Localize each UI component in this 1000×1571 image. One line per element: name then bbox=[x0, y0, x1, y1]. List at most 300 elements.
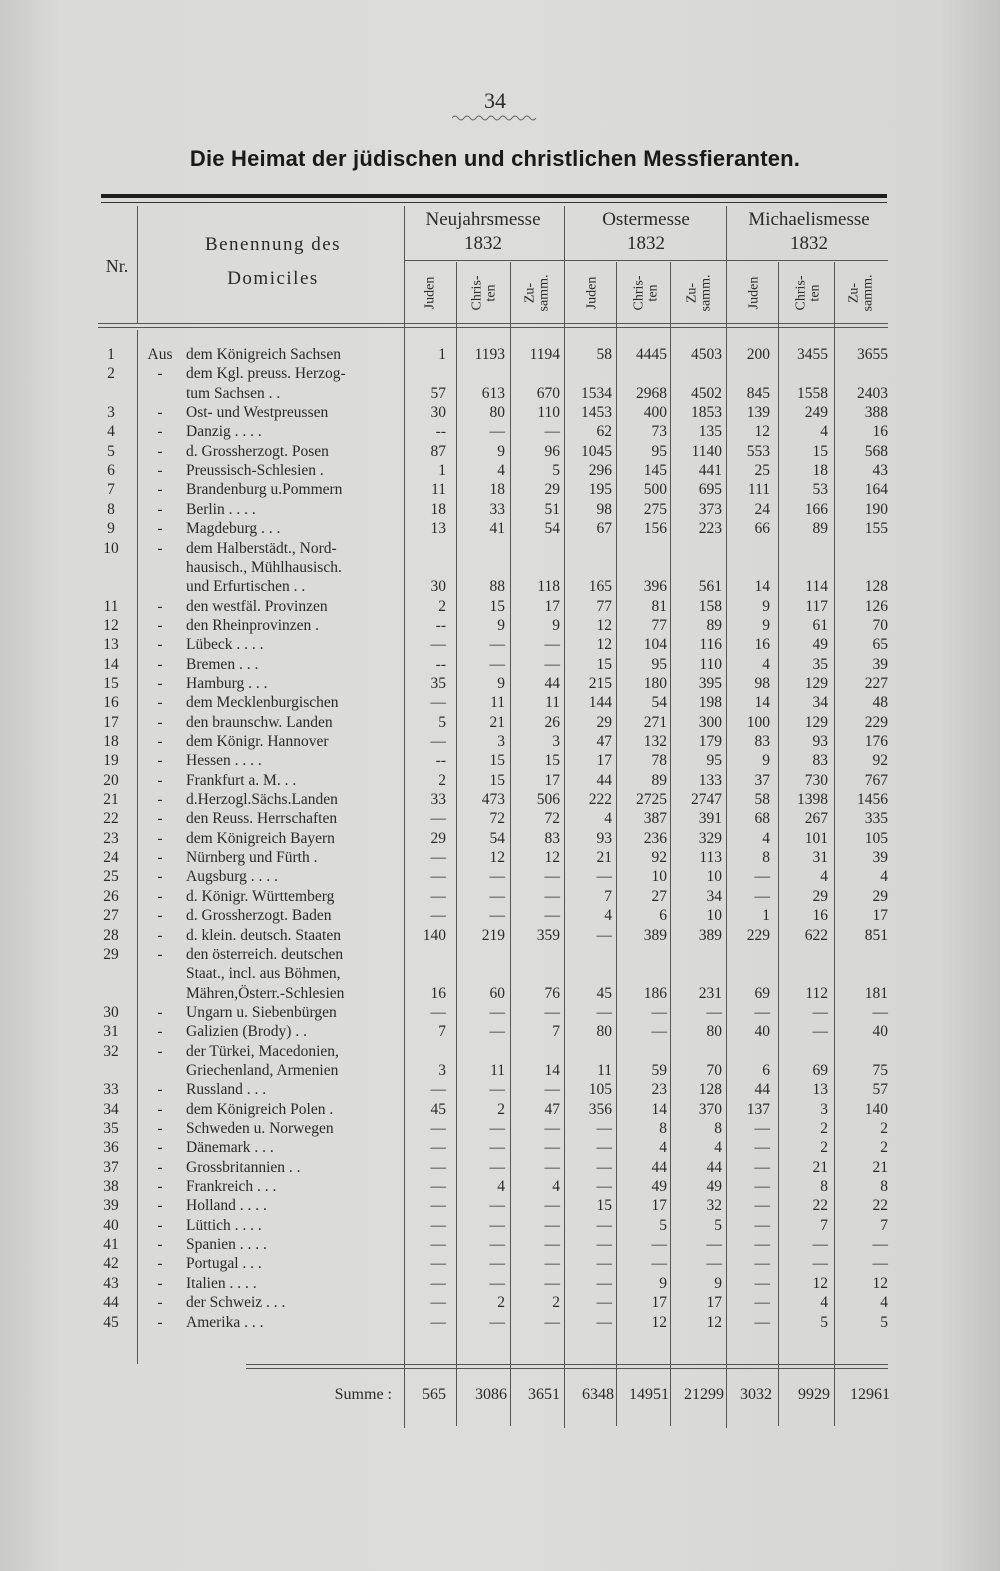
row-value: 2 bbox=[552, 1294, 560, 1312]
row-value: 80 bbox=[596, 1023, 612, 1041]
row-value: — bbox=[651, 1236, 667, 1254]
row-value: 2 bbox=[820, 1120, 828, 1137]
row-prefix: - bbox=[157, 404, 163, 422]
row-value: 44 bbox=[706, 1158, 722, 1176]
row-value: 388 bbox=[864, 404, 888, 422]
row-value: 4 bbox=[497, 1178, 505, 1196]
row-number: 26 bbox=[103, 887, 119, 905]
decorative-squiggle bbox=[452, 114, 538, 122]
row-prefix: - bbox=[157, 887, 163, 905]
row-value: 66 bbox=[754, 520, 770, 538]
row-domicile: Lüttich . . . . bbox=[186, 1216, 262, 1234]
row-value: — bbox=[489, 423, 505, 441]
row-value: 4503 bbox=[691, 346, 722, 363]
row-value: — bbox=[596, 1178, 612, 1196]
row-number: 28 bbox=[103, 926, 119, 944]
row-value: 568 bbox=[864, 442, 888, 460]
row-value: 4 bbox=[659, 1139, 667, 1157]
row-domicile: Preussisch-Schlesien . bbox=[186, 462, 324, 480]
row-value: 33 bbox=[489, 500, 505, 518]
row-value: 17 bbox=[544, 597, 560, 615]
row-value: 77 bbox=[651, 616, 667, 634]
row-value: — bbox=[596, 1294, 612, 1312]
row-domicile: Russland . . . bbox=[186, 1081, 267, 1099]
table-row-line bbox=[0, 1158, 1000, 1177]
row-domicile: Holland . . . . bbox=[186, 1197, 267, 1215]
row-value: 17 bbox=[544, 771, 560, 789]
row-prefix: - bbox=[157, 733, 163, 750]
row-value: — bbox=[754, 1158, 770, 1176]
row-domicile: Bremen . . . bbox=[186, 655, 259, 673]
row-domicile: Staat., incl. aus Böhmen, bbox=[186, 965, 341, 983]
row-value: — bbox=[489, 1023, 505, 1041]
row-number: 15 bbox=[103, 674, 119, 692]
row-value: 14 bbox=[754, 694, 770, 712]
row-value: 89 bbox=[812, 520, 828, 538]
row-value: 1193 bbox=[474, 346, 505, 363]
row-value: — bbox=[430, 1274, 446, 1292]
row-domicile: Nürnberg und Fürth . bbox=[186, 849, 318, 867]
row-domicile: dem Königr. Hannover bbox=[186, 733, 329, 750]
row-domicile: Dänemark . . . bbox=[186, 1139, 274, 1157]
row-value: 613 bbox=[481, 384, 505, 402]
sum-value: 14951 bbox=[629, 1386, 669, 1403]
table-row-line bbox=[0, 964, 1000, 983]
row-value: 730 bbox=[804, 771, 828, 789]
row-value: 275 bbox=[643, 500, 667, 518]
row-value: 29 bbox=[872, 887, 888, 905]
row-value: — bbox=[812, 1255, 828, 1273]
row-value: 9 bbox=[497, 616, 505, 634]
row-value: 39 bbox=[872, 849, 888, 867]
row-value: — bbox=[596, 1274, 612, 1292]
table-row-line bbox=[0, 1216, 1000, 1235]
table-row-line bbox=[0, 790, 1000, 809]
row-domicile: Galizien (Brody) . . bbox=[186, 1023, 307, 1041]
subheader-label: Chris- ten bbox=[631, 275, 660, 311]
row-value: — bbox=[812, 1023, 828, 1041]
sum-value: 6348 bbox=[582, 1386, 614, 1403]
row-value: 11 bbox=[490, 694, 505, 712]
row-value: — bbox=[754, 1274, 770, 1292]
table-row-line bbox=[0, 1235, 1000, 1254]
row-prefix: - bbox=[157, 1178, 163, 1196]
row-domicile: Hamburg . . . bbox=[186, 674, 268, 692]
row-value: 11 bbox=[597, 1061, 612, 1079]
row-number: 13 bbox=[103, 636, 119, 654]
row-domicile: Danzig . . . . bbox=[186, 423, 262, 441]
row-value: 73 bbox=[651, 423, 667, 441]
row-value: -- bbox=[435, 616, 446, 634]
row-value: 14 bbox=[651, 1100, 667, 1118]
subheader-cell bbox=[834, 264, 888, 322]
row-value: 113 bbox=[699, 849, 722, 867]
row-value: 5 bbox=[659, 1216, 667, 1234]
row-prefix: - bbox=[157, 636, 163, 654]
row-prefix: - bbox=[157, 423, 163, 441]
row-value: 145 bbox=[643, 462, 667, 480]
row-value: — bbox=[544, 1274, 560, 1292]
row-number: 39 bbox=[103, 1197, 119, 1215]
row-number: 36 bbox=[103, 1139, 119, 1157]
table-row-line bbox=[0, 771, 1000, 790]
row-value: 133 bbox=[698, 771, 722, 789]
sum-rule-1 bbox=[246, 1364, 888, 1365]
row-value: 2 bbox=[880, 1120, 888, 1137]
row-value: — bbox=[430, 1313, 446, 1331]
row-value: 4 bbox=[820, 868, 828, 886]
row-value: 70 bbox=[706, 1061, 722, 1079]
table-row-line bbox=[0, 1274, 1000, 1293]
row-value: 3 bbox=[820, 1100, 828, 1118]
row-domicile: Ost- und Westpreussen bbox=[186, 404, 329, 422]
row-number: 14 bbox=[103, 655, 119, 673]
sum-rule-2 bbox=[246, 1368, 888, 1369]
row-value: 227 bbox=[864, 674, 888, 692]
row-value: 116 bbox=[699, 636, 722, 654]
row-value: 4 bbox=[604, 810, 612, 828]
row-value: 40 bbox=[872, 1023, 888, 1041]
row-value: 31 bbox=[812, 849, 828, 867]
table-row-line bbox=[0, 577, 1000, 596]
row-prefix: - bbox=[157, 791, 163, 809]
row-domicile: d. Grossherzogt. Baden bbox=[186, 907, 332, 925]
row-value: 13 bbox=[812, 1081, 828, 1099]
row-value: 140 bbox=[422, 926, 446, 944]
row-value: 4445 bbox=[636, 346, 667, 363]
row-domicile: Schweden u. Norwegen bbox=[186, 1120, 334, 1137]
row-value: 7 bbox=[552, 1023, 560, 1041]
table-row-line bbox=[0, 558, 1000, 577]
row-value: — bbox=[489, 1120, 505, 1137]
row-value: 8 bbox=[820, 1178, 828, 1196]
row-value: 8 bbox=[762, 849, 770, 867]
header-year-oster: 1832 bbox=[627, 233, 665, 254]
row-domicile: Grossbritannien . . bbox=[186, 1158, 301, 1176]
sum-value: 12961 bbox=[850, 1386, 890, 1403]
row-value: 135 bbox=[698, 423, 722, 441]
row-value: 10 bbox=[651, 868, 667, 886]
row-prefix: - bbox=[157, 810, 163, 828]
row-domicile: den österreich. deutschen bbox=[186, 945, 344, 963]
subheader-label: Zu- samm. bbox=[683, 274, 713, 312]
row-value: — bbox=[596, 1216, 612, 1234]
row-value: 76 bbox=[544, 984, 560, 1002]
row-prefix: - bbox=[157, 713, 163, 731]
row-value: — bbox=[430, 1216, 446, 1234]
row-value: 30 bbox=[430, 404, 446, 422]
row-value: -- bbox=[435, 423, 446, 441]
row-value: 11 bbox=[490, 1061, 505, 1079]
row-value: 62 bbox=[596, 423, 612, 441]
row-value: 29 bbox=[596, 713, 612, 731]
row-value: — bbox=[754, 1216, 770, 1234]
table-row-line bbox=[0, 422, 1000, 441]
row-value: 72 bbox=[489, 810, 505, 828]
row-number: 18 bbox=[103, 733, 119, 750]
row-domicile: hausisch., Mühlhausisch. bbox=[186, 558, 342, 576]
row-value: 43 bbox=[872, 462, 888, 480]
table-row-line bbox=[0, 1313, 1000, 1332]
row-value: — bbox=[596, 1158, 612, 1176]
header-bottom-rule-2 bbox=[98, 327, 888, 328]
row-value: 35 bbox=[430, 674, 446, 692]
row-value: 128 bbox=[698, 1081, 722, 1099]
row-prefix: - bbox=[157, 1042, 163, 1060]
row-number: 34 bbox=[103, 1100, 119, 1118]
row-value: — bbox=[544, 423, 560, 441]
subheader-cell bbox=[781, 264, 835, 322]
row-value: 5 bbox=[438, 713, 446, 731]
row-value: 34 bbox=[812, 694, 828, 712]
row-value: 389 bbox=[698, 926, 722, 944]
row-value: 117 bbox=[805, 597, 828, 615]
row-value: 18 bbox=[430, 500, 446, 518]
subheader-label: Zu- samm. bbox=[845, 274, 875, 312]
row-value: — bbox=[489, 1081, 505, 1099]
row-value: — bbox=[544, 1236, 560, 1254]
row-number: 37 bbox=[103, 1158, 119, 1176]
row-value: 37 bbox=[754, 771, 770, 789]
row-value: — bbox=[872, 1255, 888, 1273]
row-value: 139 bbox=[746, 404, 770, 422]
row-value: — bbox=[754, 1255, 770, 1273]
row-value: 21 bbox=[872, 1158, 888, 1176]
row-domicile: d. Grossherzogt. Posen bbox=[186, 442, 329, 460]
table-row-line bbox=[0, 1254, 1000, 1273]
table-row-line bbox=[0, 1119, 1000, 1138]
row-value: 39 bbox=[872, 655, 888, 673]
row-value: 500 bbox=[643, 481, 667, 499]
row-value: — bbox=[430, 1158, 446, 1176]
row-value: — bbox=[596, 1236, 612, 1254]
table-row-line bbox=[0, 345, 1000, 364]
row-value: 95 bbox=[706, 752, 722, 770]
row-value: 3 bbox=[552, 733, 560, 750]
row-value: 129 bbox=[804, 713, 828, 731]
row-value: 249 bbox=[804, 404, 828, 422]
row-domicile: Lübeck . . . . bbox=[186, 636, 264, 654]
table-row-line bbox=[0, 848, 1000, 867]
row-value: — bbox=[544, 1313, 560, 1331]
row-domicile: dem Königreich Sachsen bbox=[186, 346, 341, 363]
row-value: 33 bbox=[430, 791, 446, 809]
row-value: — bbox=[489, 1255, 505, 1273]
row-value: 12 bbox=[544, 849, 560, 867]
row-value: 1194 bbox=[529, 346, 560, 363]
row-value: 93 bbox=[596, 829, 612, 847]
row-prefix: - bbox=[157, 462, 163, 480]
row-value: 105 bbox=[864, 829, 888, 847]
row-number: 16 bbox=[103, 694, 119, 712]
subheader-cell bbox=[510, 264, 564, 322]
row-value: 1453 bbox=[581, 404, 612, 422]
row-number: 25 bbox=[103, 868, 119, 886]
row-value: 9 bbox=[762, 752, 770, 770]
row-prefix: Aus bbox=[147, 346, 173, 363]
row-value: — bbox=[544, 1120, 560, 1137]
table-row-line bbox=[0, 364, 1000, 383]
row-value: 65 bbox=[872, 636, 888, 654]
row-value: — bbox=[754, 868, 770, 886]
row-prefix: - bbox=[157, 481, 163, 499]
row-value: 126 bbox=[864, 597, 888, 615]
row-value: 58 bbox=[596, 346, 612, 363]
row-value: 34 bbox=[706, 887, 722, 905]
row-prefix: - bbox=[157, 1197, 163, 1215]
table-row-line bbox=[0, 384, 1000, 403]
row-value: 215 bbox=[588, 674, 612, 692]
subheader-cell bbox=[404, 264, 456, 322]
row-value: 21 bbox=[596, 849, 612, 867]
row-domicile: d. Königr. Württemberg bbox=[186, 887, 335, 905]
row-value: 9 bbox=[762, 597, 770, 615]
row-value: 15 bbox=[812, 442, 828, 460]
row-prefix: - bbox=[157, 1081, 163, 1099]
row-value: 3455 bbox=[797, 346, 828, 363]
row-domicile: Mähren,Österr.-Schlesien bbox=[186, 984, 345, 1002]
row-prefix: - bbox=[157, 674, 163, 692]
row-prefix: - bbox=[157, 539, 163, 557]
row-value: 83 bbox=[754, 733, 770, 750]
row-value: — bbox=[489, 1197, 505, 1215]
row-value: 53 bbox=[812, 481, 828, 499]
row-value: 60 bbox=[489, 984, 505, 1002]
row-value: 48 bbox=[872, 694, 888, 712]
table-row-line bbox=[0, 674, 1000, 693]
row-value: 22 bbox=[812, 1197, 828, 1215]
row-number: 21 bbox=[103, 791, 119, 809]
row-value: 58 bbox=[754, 791, 770, 809]
table-row-line bbox=[0, 1080, 1000, 1099]
row-prefix: - bbox=[157, 520, 163, 538]
row-domicile: Berlin . . . . bbox=[186, 500, 256, 518]
row-prefix: - bbox=[157, 849, 163, 867]
row-number: 22 bbox=[103, 810, 119, 828]
row-value: 16 bbox=[872, 423, 888, 441]
table-row-line bbox=[0, 539, 1000, 558]
row-value: — bbox=[812, 1003, 828, 1021]
row-value: — bbox=[754, 1294, 770, 1312]
row-value: 10 bbox=[706, 907, 722, 925]
row-value: 8 bbox=[714, 1120, 722, 1137]
row-value: 12 bbox=[754, 423, 770, 441]
row-domicile: dem Mecklenburgischen bbox=[186, 694, 339, 712]
table-row-line bbox=[0, 655, 1000, 674]
row-value: — bbox=[430, 810, 446, 828]
row-domicile: den westfäl. Provinzen bbox=[186, 597, 328, 615]
row-value: 12 bbox=[596, 636, 612, 654]
row-value: 16 bbox=[430, 984, 446, 1002]
row-value: — bbox=[872, 1003, 888, 1021]
row-value: 12 bbox=[706, 1313, 722, 1331]
sum-value: 3032 bbox=[740, 1386, 772, 1403]
row-value: — bbox=[489, 1236, 505, 1254]
row-number: 6 bbox=[107, 462, 115, 480]
row-value: 54 bbox=[489, 829, 505, 847]
row-value: 1045 bbox=[581, 442, 612, 460]
row-value: 6 bbox=[659, 907, 667, 925]
row-number: 45 bbox=[103, 1313, 119, 1331]
row-value: — bbox=[651, 1023, 667, 1041]
row-value: — bbox=[706, 1003, 722, 1021]
row-value: 359 bbox=[536, 926, 560, 944]
row-value: 229 bbox=[746, 926, 770, 944]
table-row-line bbox=[0, 442, 1000, 461]
row-value: 271 bbox=[643, 713, 667, 731]
subheader-label: Zu- samm. bbox=[521, 274, 551, 312]
row-value: — bbox=[754, 1003, 770, 1021]
row-value: 1 bbox=[438, 462, 446, 480]
row-value: 111 bbox=[747, 481, 770, 499]
row-value: 54 bbox=[651, 694, 667, 712]
row-value: 15 bbox=[489, 752, 505, 770]
row-value: — bbox=[430, 1139, 446, 1157]
row-value: 9 bbox=[659, 1274, 667, 1292]
row-value: -- bbox=[435, 752, 446, 770]
row-value: — bbox=[544, 1216, 560, 1234]
page-title: Die Heimat der jüdischen und christlichen Messfieranten. bbox=[189, 146, 801, 171]
row-value: — bbox=[596, 868, 612, 886]
subheader-cell bbox=[619, 264, 673, 322]
row-value: 10 bbox=[706, 868, 722, 886]
row-value: 44 bbox=[754, 1081, 770, 1099]
top-thick-rule bbox=[101, 194, 887, 198]
row-domicile: d. klein. deutsch. Staaten bbox=[186, 926, 341, 944]
row-value: 128 bbox=[864, 578, 888, 596]
row-value: 77 bbox=[596, 597, 612, 615]
row-value: — bbox=[651, 1003, 667, 1021]
row-value: -- bbox=[435, 655, 446, 673]
row-value: 17 bbox=[596, 752, 612, 770]
row-value: 83 bbox=[544, 829, 560, 847]
row-value: 88 bbox=[489, 578, 505, 596]
row-value: 98 bbox=[596, 500, 612, 518]
subheader-label: Chris- ten bbox=[793, 275, 822, 311]
row-value: 89 bbox=[651, 771, 667, 789]
row-value: 110 bbox=[699, 655, 722, 673]
table-row-line bbox=[0, 693, 1000, 712]
row-value: 118 bbox=[537, 578, 560, 596]
row-value: — bbox=[651, 1255, 667, 1273]
row-value: — bbox=[544, 907, 560, 925]
row-value: 441 bbox=[698, 462, 722, 480]
row-value: 296 bbox=[588, 462, 612, 480]
row-domicile: Hessen . . . . bbox=[186, 752, 262, 770]
row-value: 137 bbox=[746, 1100, 770, 1118]
row-value: 2 bbox=[438, 597, 446, 615]
row-value: 4502 bbox=[691, 384, 722, 402]
row-number: 30 bbox=[103, 1003, 119, 1021]
row-prefix: - bbox=[157, 1100, 163, 1118]
row-value: 44 bbox=[544, 674, 560, 692]
row-value: 57 bbox=[430, 384, 446, 402]
row-value: 166 bbox=[804, 500, 828, 518]
row-value: 329 bbox=[698, 829, 722, 847]
row-value: 2 bbox=[497, 1100, 505, 1118]
row-value: 15 bbox=[544, 752, 560, 770]
row-value: — bbox=[430, 1197, 446, 1215]
row-prefix: - bbox=[157, 1236, 163, 1254]
sum-value: 3651 bbox=[528, 1386, 560, 1403]
row-value: 4 bbox=[497, 462, 505, 480]
row-value: 41 bbox=[489, 520, 505, 538]
row-value: 267 bbox=[804, 810, 828, 828]
row-value: 9 bbox=[497, 674, 505, 692]
row-value: 12 bbox=[872, 1274, 888, 1292]
row-number: 24 bbox=[103, 849, 119, 867]
row-value: 2 bbox=[880, 1139, 888, 1157]
